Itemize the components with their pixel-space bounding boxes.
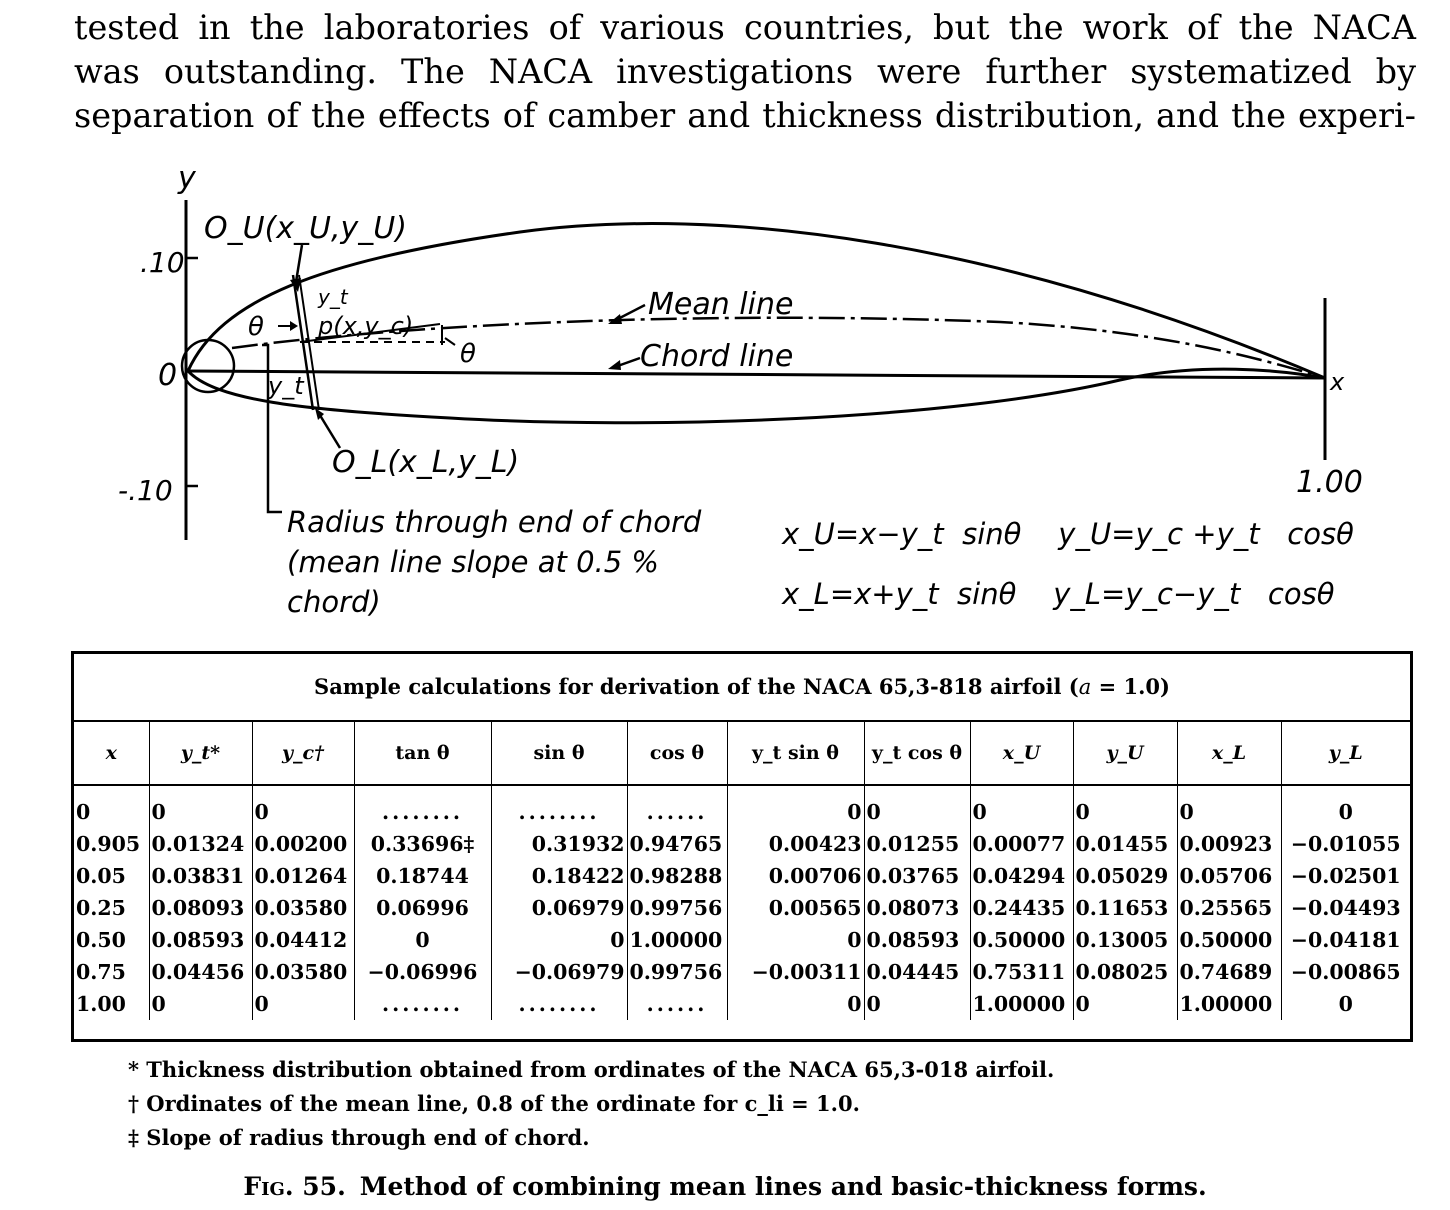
label-yt-lower: y_t	[268, 372, 304, 400]
table-cell: 0.06996	[354, 892, 491, 924]
radius-note-line: (mean line slope at 0.5 %	[287, 545, 659, 579]
mean-line-arrowhead	[608, 314, 622, 324]
airfoil-diagram	[0, 150, 1450, 650]
table-cell: −0.04181	[1290, 928, 1401, 952]
table-footnotes	[128, 1053, 1054, 1155]
table-cell: 0.94765	[627, 828, 727, 860]
header-yt-cos: y_t cos θ	[864, 722, 970, 785]
table-cell: 0.00200	[252, 828, 354, 860]
table-cell: 0.04456	[149, 956, 252, 988]
table-cell: 0.01264	[252, 860, 354, 892]
header-yt-sin: y_t sin θ	[727, 722, 864, 785]
table-cell: 0.18422	[491, 860, 627, 892]
table-cell: ........	[491, 785, 627, 828]
figure-number: Fig. 55.	[243, 1172, 346, 1201]
table-cell: 0.01324	[149, 828, 252, 860]
radius-note-line: Radius through end of chord	[287, 505, 702, 539]
table-cell: 0	[864, 785, 970, 828]
table-cell: 0	[491, 924, 627, 956]
label-ol: O_L(x_L,y_L)	[332, 445, 520, 480]
table-cell: 0.31932	[491, 828, 627, 860]
table-cell: 0	[864, 988, 970, 1020]
table-cell: −0.06979	[491, 956, 627, 988]
footnote: † Ordinates of the mean line, 0.8 of the ordinate for c_li = 1.0.	[128, 1091, 860, 1116]
table-cell: 0	[727, 988, 864, 1020]
table-cell: 0.00706	[727, 860, 864, 892]
y-tick-label-zero: 0	[158, 358, 178, 393]
header-cos: cos θ	[627, 722, 727, 785]
x-axis-label: x	[1330, 368, 1345, 396]
theta-left-arrowhead	[290, 321, 298, 331]
table-cell: 1.00000	[1177, 988, 1281, 1020]
table-cell: −0.02501	[1290, 864, 1401, 888]
label-yt-upper: y_t	[318, 285, 348, 309]
intro-line: separation of the effects of camber and thickness distribution, and the experi-	[74, 96, 1416, 135]
intro-paragraph	[74, 6, 1416, 138]
table-cell: 0.03831	[149, 860, 252, 892]
table-cell: 0	[1073, 988, 1177, 1020]
header-yl: y_L	[1281, 722, 1410, 785]
table-cell: 1.00000	[970, 988, 1073, 1020]
table-cell: 0.01455	[1073, 828, 1177, 860]
table-cell: 0.50000	[970, 924, 1073, 956]
label-p: p(x,y_c)	[318, 312, 414, 340]
caption-text: Method of combining mean lines and basic-thickness forms.	[359, 1172, 1207, 1201]
table-row	[74, 892, 1410, 924]
table-cell: ......	[627, 988, 727, 1020]
intro-line: was outstanding. The NACA investigations were further systematized by	[74, 52, 1416, 91]
table-cell: 0	[1177, 785, 1281, 828]
table-cell: 0	[149, 988, 252, 1020]
table-cell: 0.05706	[1177, 860, 1281, 892]
table-cell: −0.00311	[727, 956, 864, 988]
table-cell: 0	[727, 924, 864, 956]
table-cell: 0.11653	[1073, 892, 1177, 924]
table-cell: ........	[354, 988, 491, 1020]
table-cell: 0.05029	[1073, 860, 1177, 892]
table-cell: 0.18744	[354, 860, 491, 892]
header-xu: x_U	[970, 722, 1073, 785]
table-cell: 0.03765	[864, 860, 970, 892]
table-cell: 0.08025	[1073, 956, 1177, 988]
table-cell: 0	[1338, 992, 1353, 1016]
table-cell: 0.08593	[149, 924, 252, 956]
table-cell: 0.05	[74, 860, 149, 892]
table-cell: 0.03580	[252, 956, 354, 988]
table-cell: 0.08073	[864, 892, 970, 924]
table-row	[74, 828, 1410, 860]
table-cell: 0.00077	[970, 828, 1073, 860]
table-cell: 0.99756	[627, 956, 727, 988]
header-yc: y_c†	[252, 722, 354, 785]
table-cell: 0.01255	[864, 828, 970, 860]
table-cell: ........	[491, 988, 627, 1020]
table-cell: 0.08093	[149, 892, 252, 924]
equation-upper: x_U=x−y_t sinθ y_U=y_c +y_t cosθ	[782, 517, 1354, 551]
table-row	[74, 924, 1410, 956]
table-cell: 0.25	[74, 892, 149, 924]
chord-line-arrowhead	[608, 360, 621, 370]
table-cell: 0.75311	[970, 956, 1073, 988]
table-cell: 0	[1073, 785, 1177, 828]
table-cell: 0.08593	[864, 924, 970, 956]
table-cell: 0	[252, 785, 354, 828]
table-cell: 0	[252, 988, 354, 1020]
table-cell: 0.13005	[1073, 924, 1177, 956]
label-chord-line: Chord line	[640, 339, 794, 374]
ol-pointer	[318, 412, 340, 448]
table-cell: −0.00865	[1290, 960, 1401, 984]
table-title: Sample calculations for derivation of the NACA 65,3-818 airfoil (a = 1.0)	[74, 654, 1410, 722]
header-x: x	[74, 722, 149, 785]
y-axis-label: y	[178, 161, 196, 196]
table-cell: −0.04493	[1290, 896, 1401, 920]
table-cell: 0.24435	[970, 892, 1073, 924]
table-cell: ........	[354, 785, 491, 828]
label-mean-line: Mean line	[648, 287, 794, 322]
footnote: ‡ Slope of radius through end of chord.	[128, 1125, 590, 1150]
table-cell: 0	[1338, 800, 1353, 824]
theta-pointer	[445, 338, 455, 345]
table-cell: 0.00923	[1177, 828, 1281, 860]
intro-line: tested in the laboratories of various countries, but the work of the NACA	[74, 8, 1416, 47]
table-cell: −0.06996	[354, 956, 491, 988]
table-cell: 0.33696‡	[354, 828, 491, 860]
y-tick-label-top: .10	[140, 246, 185, 279]
table-grid	[74, 722, 1410, 1020]
table-cell: 0.99756	[627, 892, 727, 924]
table-cell: 0.98288	[627, 860, 727, 892]
header-tan: tan θ	[354, 722, 491, 785]
equation-lower: x_L=x+y_t sinθ y_L=y_c−y_t cosθ	[782, 577, 1335, 611]
table-cell: 0.04445	[864, 956, 970, 988]
label-ou: O_U(x_U,y_U)	[204, 211, 407, 246]
table-cell: 0.04412	[252, 924, 354, 956]
table-cell: 0.06979	[491, 892, 627, 924]
header-xl: x_L	[1177, 722, 1281, 785]
table-cell: 0.00423	[727, 828, 864, 860]
table-row	[74, 988, 1410, 1020]
x-end-label: 1.00	[1296, 465, 1363, 500]
label-theta-left: θ	[248, 312, 264, 342]
table-cell: 0.905	[74, 828, 149, 860]
table-cell: 0.03580	[252, 892, 354, 924]
table-row	[74, 785, 1410, 828]
table-cell: 0	[354, 924, 491, 956]
table-header-row	[74, 722, 1410, 785]
table-cell: 0.04294	[970, 860, 1073, 892]
table-cell: 1.00	[74, 988, 149, 1020]
table-cell: 0	[727, 785, 864, 828]
table-cell: 0.50	[74, 924, 149, 956]
table-row	[74, 956, 1410, 988]
table-cell: ......	[627, 785, 727, 828]
table-cell: 0.74689	[1177, 956, 1281, 988]
radius-note-line: chord)	[287, 585, 381, 619]
table-cell: 0.75	[74, 956, 149, 988]
figure-caption	[0, 1172, 1450, 1201]
table-row	[74, 860, 1410, 892]
label-theta-right: θ	[460, 339, 476, 369]
table-cell: 0.25565	[1177, 892, 1281, 924]
header-yu: y_U	[1073, 722, 1177, 785]
calculation-table	[71, 651, 1413, 1042]
table-cell: 0	[149, 785, 252, 828]
table-cell: 0	[74, 785, 149, 828]
footnote: * Thickness distribution obtained from ordinates of the NACA 65,3-018 airfoil.	[128, 1057, 1055, 1082]
table-cell: 1.00000	[627, 924, 727, 956]
table-cell: 0	[970, 785, 1073, 828]
header-yt: y_t*	[149, 722, 252, 785]
table-cell: 0.50000	[1177, 924, 1281, 956]
y-tick-label-bottom: -.10	[118, 474, 173, 507]
table-cell: −0.01055	[1290, 832, 1401, 856]
header-sin: sin θ	[491, 722, 627, 785]
table-cell: 0.00565	[727, 892, 864, 924]
